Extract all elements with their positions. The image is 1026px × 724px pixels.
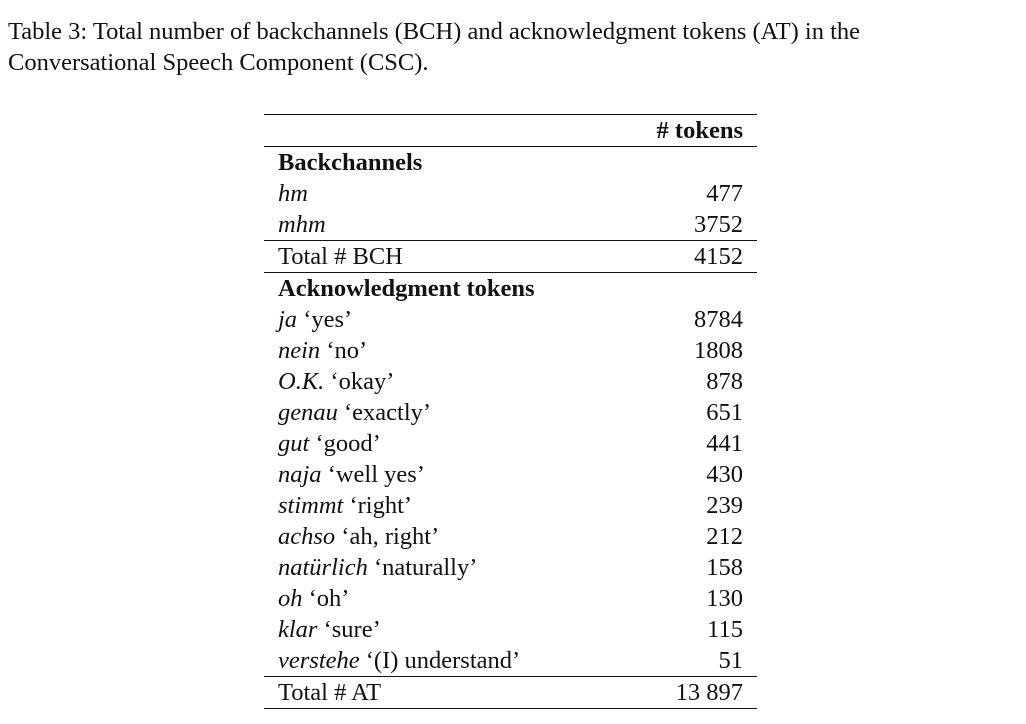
row-count: 239 [706, 492, 743, 519]
row-label [264, 459, 610, 490]
row-label [264, 209, 610, 241]
row-label [264, 521, 610, 552]
row-gloss: ‘good’ [315, 430, 381, 457]
row-count: 51 [718, 647, 743, 674]
table-caption [8, 16, 1018, 78]
total-label: Total # BCH [278, 243, 403, 270]
row-word: achso [278, 523, 336, 550]
row-label [264, 552, 610, 583]
row-word: gut [278, 430, 310, 457]
table-row [264, 583, 757, 614]
table-row [264, 304, 757, 335]
row-count: 477 [706, 180, 743, 207]
row-gloss: ‘naturally’ [373, 554, 478, 581]
table-row [264, 335, 757, 366]
row-word: hm [278, 180, 308, 207]
row-label [264, 583, 610, 614]
row-count: 8784 [694, 306, 743, 333]
row-count: 878 [706, 368, 743, 395]
row-label [264, 428, 610, 459]
row-count: 1808 [694, 337, 743, 364]
row-label [264, 490, 610, 521]
header-empty-cell [264, 115, 610, 147]
row-gloss: ‘(I) understand’ [365, 647, 521, 674]
row-word: stimmt [278, 492, 344, 519]
row-word: mhm [278, 211, 326, 238]
total-value: 4152 [694, 243, 743, 270]
table-row [264, 490, 757, 521]
table-row [264, 521, 757, 552]
row-word: naja [278, 461, 322, 488]
header-row [264, 115, 757, 147]
table-row [264, 614, 757, 645]
header-tokens: # tokens [610, 115, 757, 147]
row-gloss: ‘exactly’ [344, 399, 432, 426]
row-word: genau [278, 399, 338, 426]
total-row-at [264, 677, 757, 709]
row-gloss: ‘well yes’ [327, 461, 425, 488]
row-label [264, 335, 610, 366]
table-row [264, 428, 757, 459]
row-gloss: ‘oh’ [308, 585, 350, 612]
row-word: natürlich [278, 554, 368, 581]
row-count: 430 [706, 461, 743, 488]
row-gloss: ‘okay’ [330, 368, 395, 395]
row-label [264, 397, 610, 428]
row-word: ja [278, 306, 298, 333]
row-gloss: ‘ah, right’ [341, 523, 440, 550]
row-label [264, 645, 610, 677]
section-title: Acknowledgment tokens [278, 275, 535, 302]
row-gloss: ‘right’ [349, 492, 413, 519]
row-gloss: ‘yes’ [303, 306, 353, 333]
token-count-table [264, 114, 757, 709]
row-count: 212 [706, 523, 743, 550]
caption-line-1: Table 3: Total number of backchannels (BCH) and acknowledgment tokens (AT) in the [8, 18, 861, 45]
row-word: nein [278, 337, 321, 364]
row-count: 441 [706, 430, 743, 457]
table-row [264, 178, 757, 209]
section-acknowledgment [264, 273, 757, 305]
table-row [264, 645, 757, 677]
row-label [264, 304, 610, 335]
total-value: 13 897 [675, 679, 743, 706]
row-gloss: ‘sure’ [323, 616, 381, 643]
row-label [264, 614, 610, 645]
row-label [264, 178, 610, 209]
total-label: Total # AT [278, 679, 382, 706]
row-label [264, 366, 610, 397]
section-backchannels [264, 147, 757, 179]
row-gloss: ‘no’ [326, 337, 368, 364]
row-count: 130 [706, 585, 743, 612]
caption-line-2: Conversational Speech Component (CSC). [8, 49, 429, 76]
table-row [264, 366, 757, 397]
row-word: verstehe [278, 647, 360, 674]
row-count: 115 [707, 616, 743, 643]
row-count: 158 [706, 554, 743, 581]
total-row-bch [264, 241, 757, 273]
table-row [264, 397, 757, 428]
row-word: oh [278, 585, 303, 612]
section-title: Backchannels [278, 149, 423, 176]
row-count: 3752 [694, 211, 743, 238]
acknowledgment-rows [264, 304, 757, 677]
table-row [264, 459, 757, 490]
row-word: klar [278, 616, 318, 643]
table-row [264, 209, 757, 241]
table-row [264, 552, 757, 583]
row-count: 651 [706, 399, 743, 426]
row-word: O.K. [278, 368, 325, 395]
